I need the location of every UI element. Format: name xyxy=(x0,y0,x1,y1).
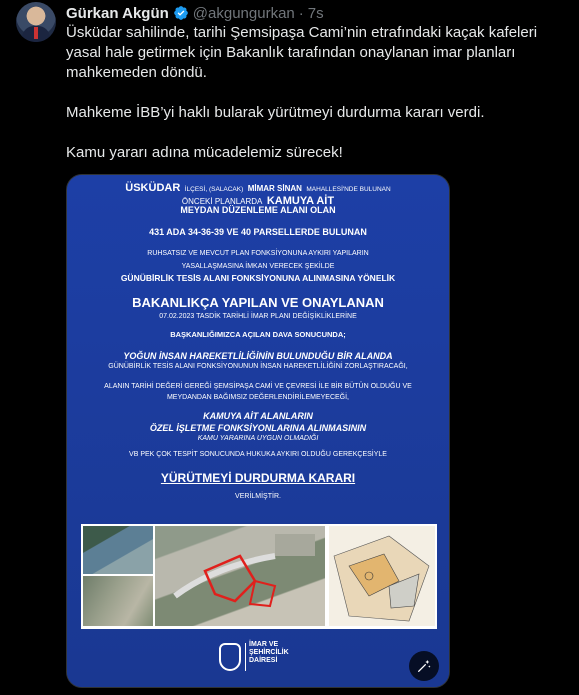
poster-line-14: MEYDANDAN BAĞIMSIZ DEĞERLENDİRİLEMEYECEĞİ, xyxy=(166,394,350,401)
aerial-photo-site xyxy=(155,526,325,626)
verified-badge-icon xyxy=(173,5,189,21)
tweet-header xyxy=(66,3,324,23)
poster-line-8: BAKANLIKÇA YAPILAN VE ONAYLANAN xyxy=(132,295,384,310)
separator-dot: · xyxy=(298,4,304,22)
poster-line-9: 07.02.2023 TASDİK TARİHLİ İMAR PLANI DEĞİŞİKLİKLERİNE xyxy=(159,313,357,320)
poster-line-12: GÜNÜBİRLİK TESİS ALANI FONKSİYONUNUN İNSAN HAREKETLİLİĞİNİ ZORLAŞTIRACAĞI, xyxy=(108,363,408,370)
ibb-logo xyxy=(67,635,449,688)
tweet-paragraph-1: Üsküdar sahilinde, tarihi Şemsipaşa Cami’nin etrafındaki kaçak kafeleri yasal hale getirmek için Bakanlık tarafından onaylanan imar planları mahkemeden döndü. xyxy=(66,24,538,81)
poster-line-6: YASALLAŞMASINA İMKAN VERECEK ŞEKİLDE xyxy=(181,263,335,270)
department-name: İMAR VE ŞEHİRCİLİK DAİRESİ xyxy=(249,641,289,664)
author-handle[interactable]: @akgungurkan xyxy=(192,4,295,22)
timestamp[interactable]: 7s xyxy=(307,4,324,22)
aerial-photo-mosque xyxy=(83,576,153,626)
site-photos xyxy=(81,524,437,629)
poster-line-17: KAMU YARARINA UYGUN OLMADIĞI xyxy=(197,435,319,442)
poster-line-15: KAMUYA AİT ALANLARIN xyxy=(203,411,313,421)
tweet-text xyxy=(66,23,566,163)
ibb-emblem-icon xyxy=(219,643,241,671)
tweet-paragraph-2: Mahkeme İBB’yi haklı bularak yürütmeyi durdurma kararı verdi. xyxy=(66,104,485,121)
poster-line-18: VB PEK ÇOK TESPİT SONUCUNDA HUKUKA AYKIRI OLDUĞU GEREKÇESİYLE xyxy=(129,451,387,458)
poster-line-5: RUHSATSIZ VE MEVCUT PLAN FONKSİYONUNA AYKIRI YAPILARIN xyxy=(147,250,369,257)
poster xyxy=(67,175,449,687)
poster-line-19: YÜRÜTMEYİ DURDURMA KARARI xyxy=(160,471,356,485)
poster-line-10: BAŞKANLIĞIMIZCA AÇILAN DAVA SONUCUNDA; xyxy=(170,330,346,339)
tweet-image[interactable] xyxy=(66,174,450,688)
aerial-photo-coast xyxy=(83,526,153,574)
poster-line-1: ÜSKÜDAR İLÇESİ, (SALACAK) MİMAR SİNAN MAHALLESİ'NDE BULUNAN xyxy=(125,182,391,194)
tweet-paragraph-3: Kamu yararı adına mücadelemiz sürecek! xyxy=(66,144,343,161)
poster-line-3: MEYDAN DÜZENLEME ALANI OLAN xyxy=(180,205,336,215)
poster-line-7: GÜNÜBİRLİK TESİS ALANI FONKSİYONUNA ALINMASINA YÖNELİK xyxy=(120,273,396,283)
author-name[interactable]: Gürkan Akgün xyxy=(66,4,169,22)
poster-line-13: ALANIN TARİHİ DEĞERİ GEREĞİ ŞEMSİPAŞA CAMİ VE ÇEVRESİ İLE BİR BÜTÜN OLDUĞU VE xyxy=(104,383,412,390)
magic-wand-icon[interactable] xyxy=(409,651,439,681)
zoning-plan-map xyxy=(329,526,435,626)
poster-line-4: 431 ADA 34-36-39 VE 40 PARSELLERDE BULUNAN xyxy=(149,227,367,237)
avatar[interactable] xyxy=(16,2,56,42)
poster-line-20: VERİLMİŞTİR. xyxy=(235,493,281,500)
poster-line-16: ÖZEL İŞLETME FONKSİYONLARINA ALINMASININ xyxy=(149,423,367,433)
poster-line-2: ÖNCEKİ PLANLARDA KAMUYA AİT xyxy=(181,195,335,207)
poster-line-11: YOĞUN İNSAN HAREKETLİLİĞİNİN BULUNDUĞU BİR ALANDA xyxy=(123,351,393,361)
